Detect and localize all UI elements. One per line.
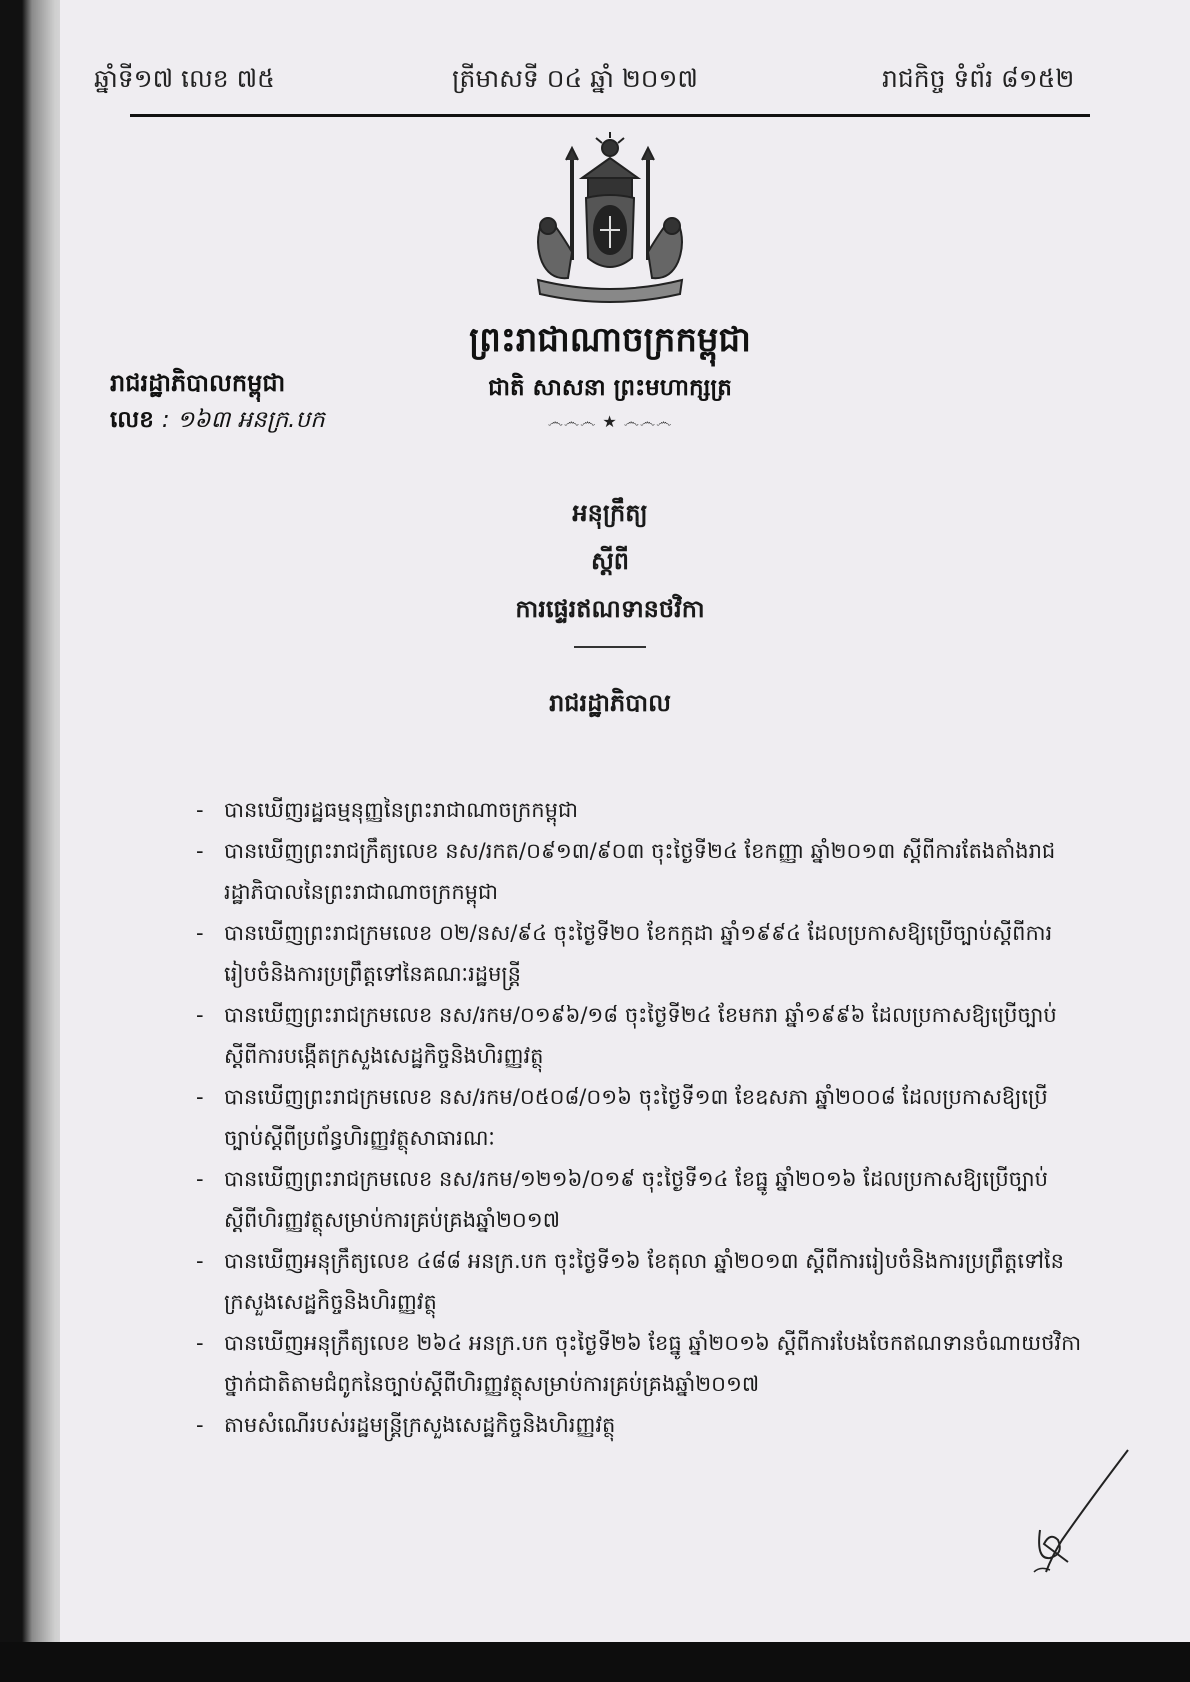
national-motto: ជាតិ សាសនា ព្រះមហាក្សត្រ xyxy=(488,374,732,401)
header-rule xyxy=(130,114,1090,117)
kingdom-name: ព្រះរាជាណាចក្រកម្ពុជា xyxy=(469,320,751,360)
gazette-header xyxy=(72,64,1092,104)
recital-item: - បានឃើញព្រះរាជក្រមលេខ នស/រកម/០៥០៨/០១៦ ចុះថ្ងៃទី១៣ ខែឧសភា ឆ្នាំ២០០៨ ដែលប្រកាសឱ្យប្រើច្បាប់ស្តីពីប្រព័ន្ធហិរញ្ញវត្ថុសាធារណៈ xyxy=(196,1077,1086,1159)
title-divider xyxy=(574,646,646,648)
document-subject: ការផ្ទេរឥណទានថវិកា xyxy=(515,594,705,623)
royal-coat-of-arms-icon xyxy=(520,130,700,310)
recital-item: - បានឃើញព្រះរាជក្រមលេខ ០២/នស/៩៤ ចុះថ្ងៃទី២០ ខែកក្កដា ឆ្នាំ១៩៩៤ ដែលប្រកាសឱ្យប្រើច្បាប់ស្តីពីការរៀបចំនិងការប្រព្រឹត្តទៅនៃគណៈរដ្ឋមន្ត្រី xyxy=(196,913,1086,995)
gazette-quarter: ត្រីមាសទី ០៤ ឆ្នាំ ២០១៧ xyxy=(452,64,698,93)
recital-item: - បានឃើញអនុក្រឹត្យលេខ ៤៨៨ អនក្រ.បក ចុះថ្ងៃទី១៦ ខែតុលា ឆ្នាំ២០១៣ ស្តីពីការរៀបចំនិងការប្រព្រឹត្តទៅនៃក្រសួងសេដ្ឋកិច្ចនិងហិរញ្ញវត្ថុ xyxy=(196,1241,1086,1323)
recital-item: - តាមសំណើរបស់រដ្ឋមន្ត្រីក្រសួងសេដ្ឋកិច្ចនិងហិរញ្ញវត្ថុ xyxy=(196,1405,1086,1446)
issuing-government: រាជរដ្ឋាភិបាលកម្ពុជា xyxy=(110,368,286,397)
recital-item: - បានឃើញរដ្ឋធម្មនុញ្ញនៃព្រះរាជាណាចក្រកម្ពុជា xyxy=(196,790,1086,831)
decree-number-value: : ១៦៣ អនក្រ.បក xyxy=(161,407,325,433)
gazette-page: រាជកិច្ច ទំព័រ ៨១៥២ xyxy=(882,64,1075,93)
decree-number-label: លេខ xyxy=(110,406,154,433)
recital-item: - បានឃើញព្រះរាជក្រមលេខ នស/រកម/១២១៦/០១៩ ចុះថ្ងៃទី១៤ ខែធ្នូ ឆ្នាំ២០១៦ ដែលប្រកាសឱ្យប្រើច្បាប់ស្តីពីហិរញ្ញវត្ថុសម្រាប់ការគ្រប់គ្រងឆ្នាំ២០១៧ xyxy=(196,1159,1086,1241)
title-on: ស្តីពី xyxy=(590,546,630,575)
document-type: អនុក្រឹត្យ xyxy=(572,498,648,527)
scan-bottom-edge xyxy=(0,1642,1190,1682)
recital-item: - បានឃើញអនុក្រឹត្យលេខ ២៦៤ អនក្រ.បក ចុះថ្ងៃទី២៦ ខែធ្នូ ឆ្នាំ២០១៦ ស្តីពីការបែងចែកឥណទានចំណាយថវិកាថ្នាក់ជាតិតាមជំពូកនៃច្បាប់ស្តីពីហិរញ្ញវត្ថុសម្រាប់ការគ្រប់គ្រងឆ្នាំ២០១៧ xyxy=(196,1323,1086,1405)
issuer-heading: រាជរដ្ឋាភិបាល xyxy=(549,688,671,717)
motto-ornament: ෴෴෴ ★ ෴෴෴ xyxy=(547,412,673,431)
recital-item: - បានឃើញព្រះរាជក្រមលេខ នស/រកម/០១៩៦/១៨ ចុះថ្ងៃទី២៤ ខែមករា ឆ្នាំ១៩៩៦ ដែលប្រកាសឱ្យប្រើច្បាប់ស្តីពីការបង្កើតក្រសួងសេដ្ឋកិច្ចនិងហិរញ្ញវត្ថុ xyxy=(196,995,1086,1077)
decree-number xyxy=(110,406,325,439)
handwritten-initials xyxy=(1010,1440,1140,1580)
recital-list xyxy=(196,790,1086,1446)
gazette-volume: ឆ្នាំទី១៧ លេខ ៧៥ xyxy=(94,64,275,93)
recital-item: - បានឃើញព្រះរាជក្រឹត្យលេខ នស/រកត/០៩១៣/៩០៣ ចុះថ្ងៃទី២៤ ខែកញ្ញា ឆ្នាំ២០១៣ ស្តីពីការតែងតាំងរាជរដ្ឋាភិបាលនៃព្រះរាជាណាចក្រកម្ពុជា xyxy=(196,831,1086,913)
